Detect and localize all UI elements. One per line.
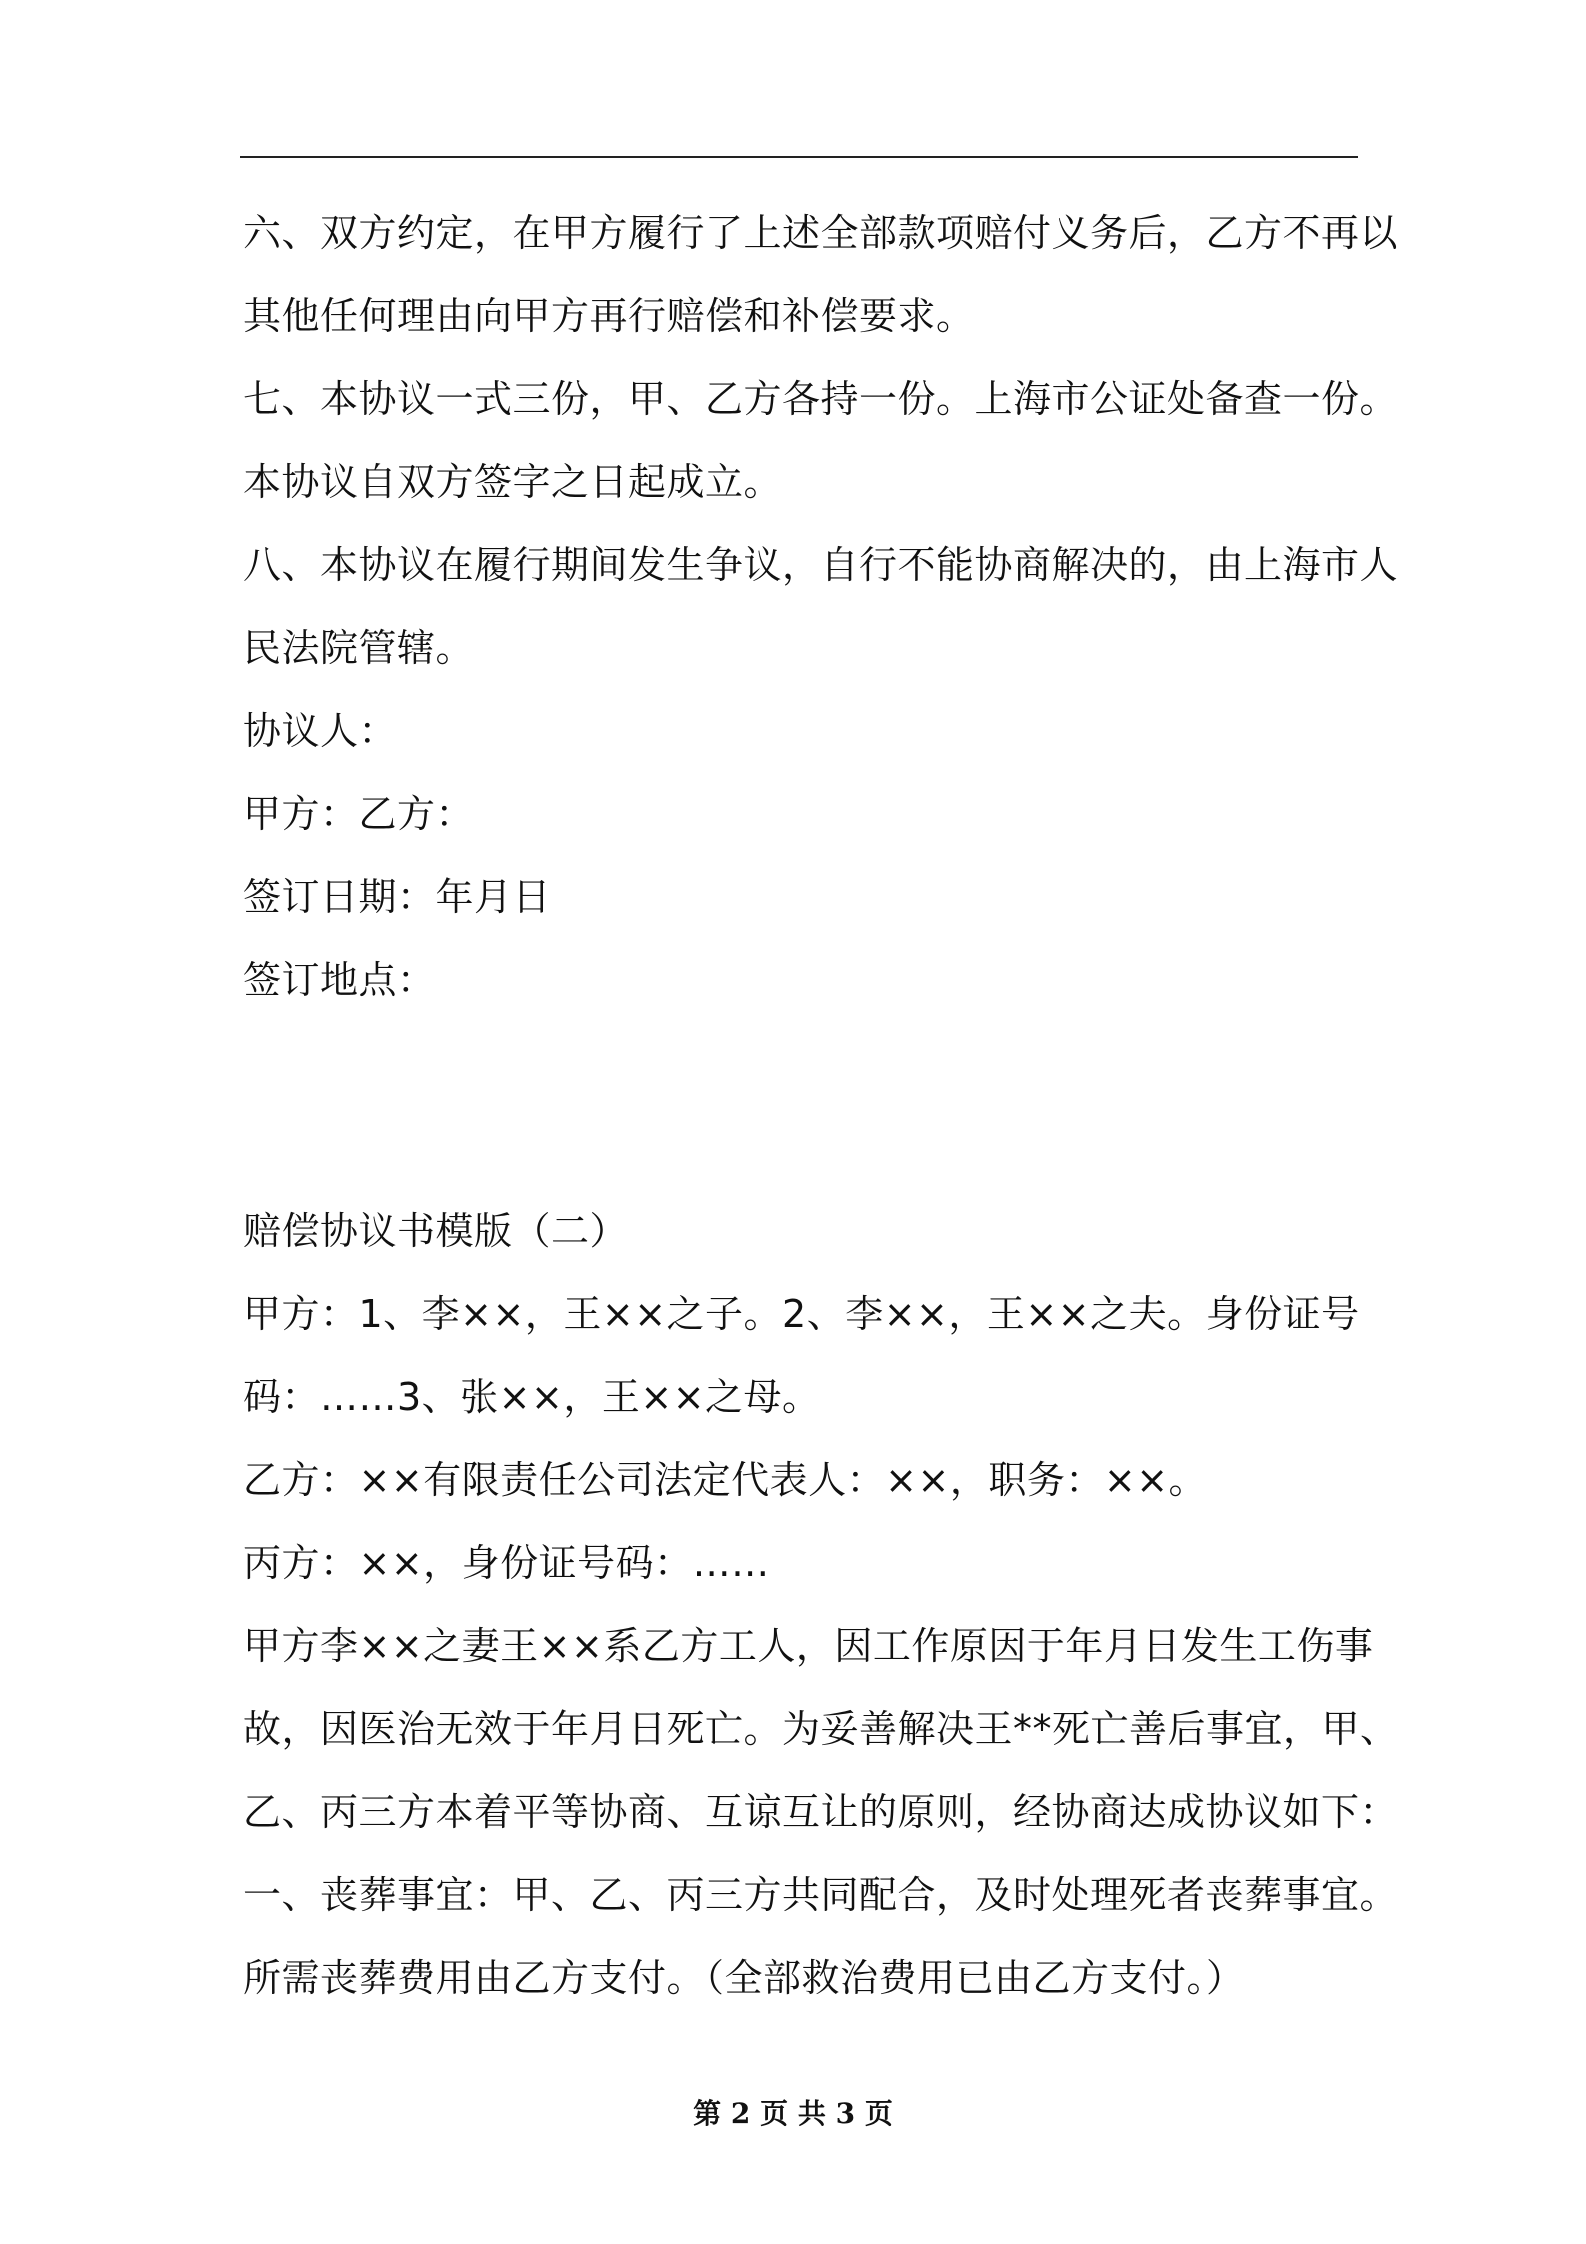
funeral-clause-line-2: 所需丧葬费用由乙方支付。（全部救治费用已由乙方支付。） [243, 1956, 1245, 2000]
clause-6-line-1: 六、双方约定，在甲方履行了上述全部款项赔付义务后，乙方不再以 [243, 211, 1399, 255]
template-2-title: 赔偿协议书模版（二） [243, 1209, 629, 1253]
header-rule [240, 156, 1358, 158]
clause-7-line-2: 本协议自双方签字之日起成立。 [243, 460, 783, 504]
party-a-b-signature: 甲方：乙方： [243, 792, 475, 836]
parties-label: 协议人： [243, 709, 398, 753]
funeral-clause-line-1: 一、丧葬事宜：甲、乙、丙三方共同配合，及时处理死者丧葬事宜。 [243, 1873, 1399, 1917]
signing-place: 签订地点： [243, 958, 436, 1002]
background-line-1: 甲方李××之妻王××系乙方工人，因工作原因于年月日发生工伤事 [243, 1624, 1374, 1668]
background-line-3: 乙、丙三方本着平等协商、互谅互让的原则，经协商达成协议如下： [243, 1790, 1399, 1834]
party-a-line-2: 码：……3、张××，王××之母。 [243, 1375, 821, 1419]
party-a-line-1: 甲方：1、李××，王××之子。2、李××，王××之夫。身份证号 [243, 1292, 1360, 1336]
clause-6-line-2: 其他任何理由向甲方再行赔偿和补偿要求。 [243, 294, 975, 338]
clause-7-line-1: 七、本协议一式三份，甲、乙方各持一份。上海市公证处备查一份。 [243, 377, 1399, 421]
signing-date: 签订日期：年月日 [243, 875, 552, 919]
party-c: 丙方：××，身份证号码：…… [243, 1541, 770, 1585]
clause-8-line-1: 八、本协议在履行期间发生争议，自行不能协商解决的，由上海市人 [243, 543, 1399, 587]
page-footer: 第 2 页 共 3 页 [693, 2097, 893, 2130]
clause-8-line-2: 民法院管辖。 [243, 626, 475, 670]
background-line-2: 故，因医治无效于年月日死亡。为妥善解决王**死亡善后事宜，甲、 [243, 1707, 1399, 1751]
party-b: 乙方：××有限责任公司法定代表人：××，职务：××。 [243, 1458, 1208, 1502]
